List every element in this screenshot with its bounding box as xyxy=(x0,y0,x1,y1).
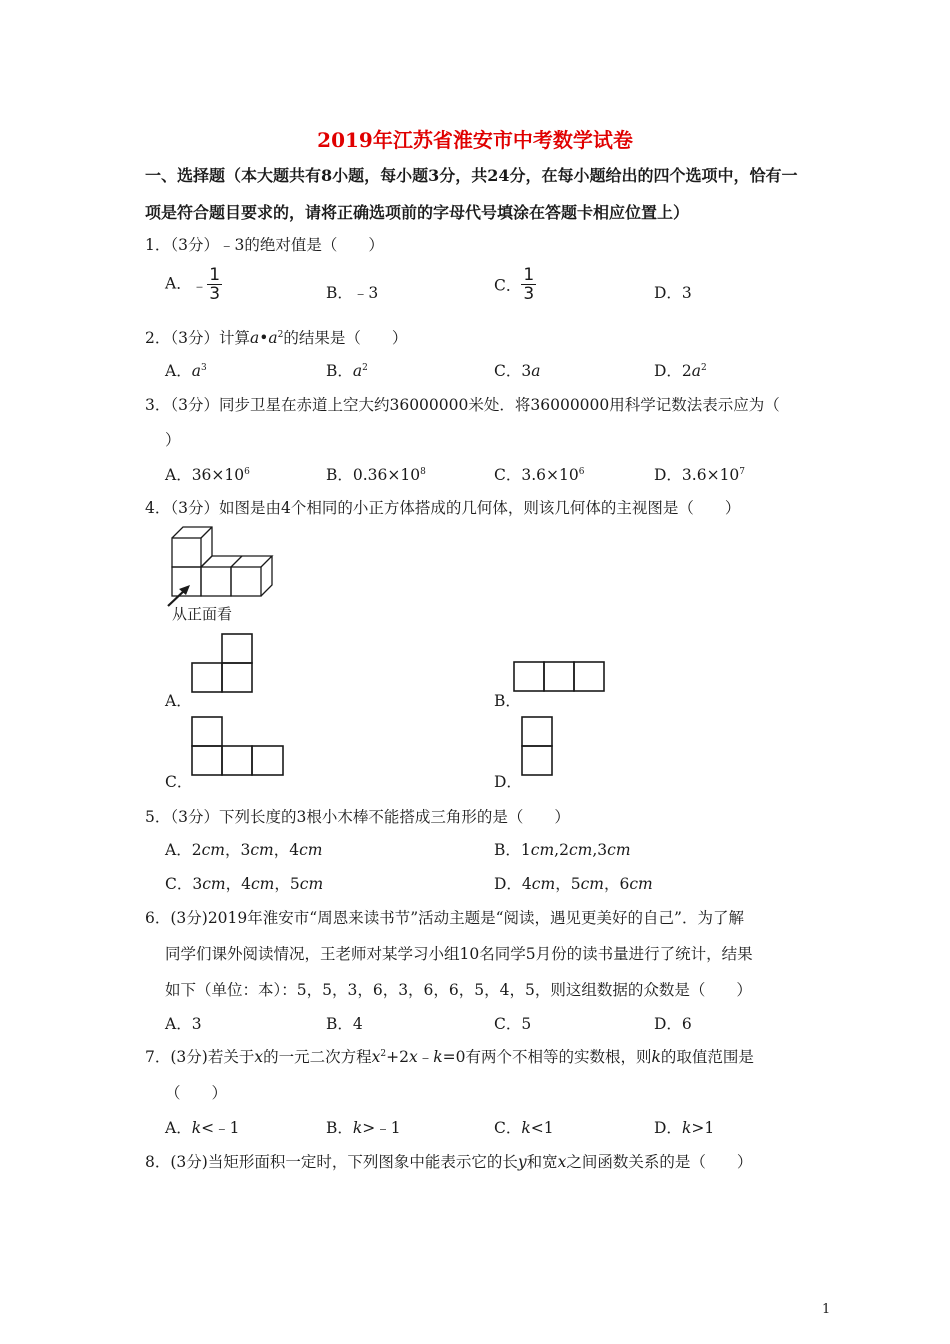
question-2-option-a: A．$a^3$ xyxy=(165,362,207,380)
question-3-option-a: A．$36\times 10^6$ xyxy=(165,466,250,484)
question-5-stem: 5．（3分）下列长度的3根小木棒不能搭成三角形的是（ ） xyxy=(145,808,570,826)
question-3-stem-line1: 3．（3分）同步卫星在赤道上空大约36000000米处．将36000000用科学记数法表示应为（ xyxy=(145,396,780,414)
question-2-stem: 2．（3分）计算$a•a^2$的结果是（ ） xyxy=(145,329,408,347)
question-6-option-a: A．3 xyxy=(165,1015,202,1033)
question-6-option-b: B．4 xyxy=(326,1015,363,1033)
question-4-option-c-label: C． xyxy=(165,773,193,791)
question-4-stem: 4．（3分）如图是由4个相同的小正方体搭成的几何体，则该几何体的主视图是（ ） xyxy=(145,499,741,517)
question-1-option-a: A．﹣ $\frac{1}{3}$ xyxy=(165,265,221,304)
question-4-option-b-label: B． xyxy=(494,692,521,710)
question-5-option-c: C．3cm，4cm，5cm xyxy=(165,875,324,893)
question-7-stem-line2: （ ） xyxy=(165,1084,228,1102)
cube-solid-figure xyxy=(160,522,300,626)
figure-caption: 从正面看 xyxy=(172,605,233,623)
option-b-front-view xyxy=(512,661,606,693)
question-7-option-b: B．k>﹣1 xyxy=(326,1119,401,1137)
question-1-option-d: D．3 xyxy=(654,284,692,302)
question-5-option-a: A．2cm，3cm，4cm xyxy=(165,841,323,859)
question-3-option-b: B．$0.36\times 10^8$ xyxy=(326,466,426,484)
question-5-option-d: D．4cm，5cm，6cm xyxy=(494,875,653,893)
fraction-one-third: $\frac{1}{3}$ xyxy=(209,265,221,304)
question-4-option-a-label: A． xyxy=(165,692,192,710)
section-header-line1: 一、选择题（本大题共有8小题，每小题3分，共24分，在每小题给出的四个选项中，恰有一 xyxy=(145,166,798,185)
question-1-stem: 1．（3分）﹣3的绝对值是（ ） xyxy=(145,236,384,254)
question-7-option-a: A．k<﹣1 xyxy=(165,1119,240,1137)
question-8-stem: 8．(3分)当矩形面积一定时，下列图象中能表示它的长y和宽x之间函数关系的是（ ） xyxy=(145,1153,753,1171)
question-4-option-d-label: D． xyxy=(494,773,522,791)
option-a-front-view xyxy=(190,633,254,693)
question-6-option-c: C．5 xyxy=(494,1015,532,1033)
question-1-option-b: B．﹣3 xyxy=(326,284,379,302)
question-6-option-d: D．6 xyxy=(654,1015,692,1033)
fraction-one-third: $\frac{1}{3}$ xyxy=(523,265,535,304)
question-3-stem-line2: ） xyxy=(165,431,181,449)
question-6-stem-line2: 同学们课外阅读情况，王老师对某学习小组10名同学5月份的读书量进行了统计，结果 xyxy=(165,945,753,963)
option-c-front-view xyxy=(190,716,286,776)
question-7-stem-line1: 7．(3分)若关于x的一元二次方程$x^2+2x﹣k=0$有两个不相等的实数根，则k的取值范围是 xyxy=(145,1048,754,1066)
option-d-front-view xyxy=(520,716,556,776)
question-3-option-d: D．$3.6\times 10^7$ xyxy=(654,466,746,484)
question-6-stem-line1: 6．(3分)2019年淮安市“周恩来读书节”活动主题是“阅读，遇见更美好的自己”．为了解 xyxy=(145,909,744,927)
page-number: 1 xyxy=(822,1302,831,1317)
question-2-option-b: B．$a^2$ xyxy=(326,362,368,380)
question-7-option-d: D．k>1 xyxy=(654,1119,715,1137)
question-1-option-c: C． $\frac{1}{3}$ xyxy=(494,265,535,304)
page-title: 2019年江苏省淮安市中考数学试卷 xyxy=(317,128,633,152)
question-3-option-c: C．$3.6\times 10^6$ xyxy=(494,466,585,484)
question-2-option-d: D．$2a^2$ xyxy=(654,362,707,380)
question-2-option-c: C．3a xyxy=(494,362,541,380)
question-5-option-b: B．1cm,2cm,3cm xyxy=(494,841,631,859)
question-7-option-c: C．k<1 xyxy=(494,1119,554,1137)
section-header-line2: 项是符合题目要求的，请将正确选项前的字母代号填涂在答题卡相应位置上） xyxy=(145,203,690,222)
question-6-stem-line3: 如下（单位：本）：5，5，3，6，3，6，6，5，4，5，则这组数据的众数是（ ） xyxy=(165,981,752,999)
